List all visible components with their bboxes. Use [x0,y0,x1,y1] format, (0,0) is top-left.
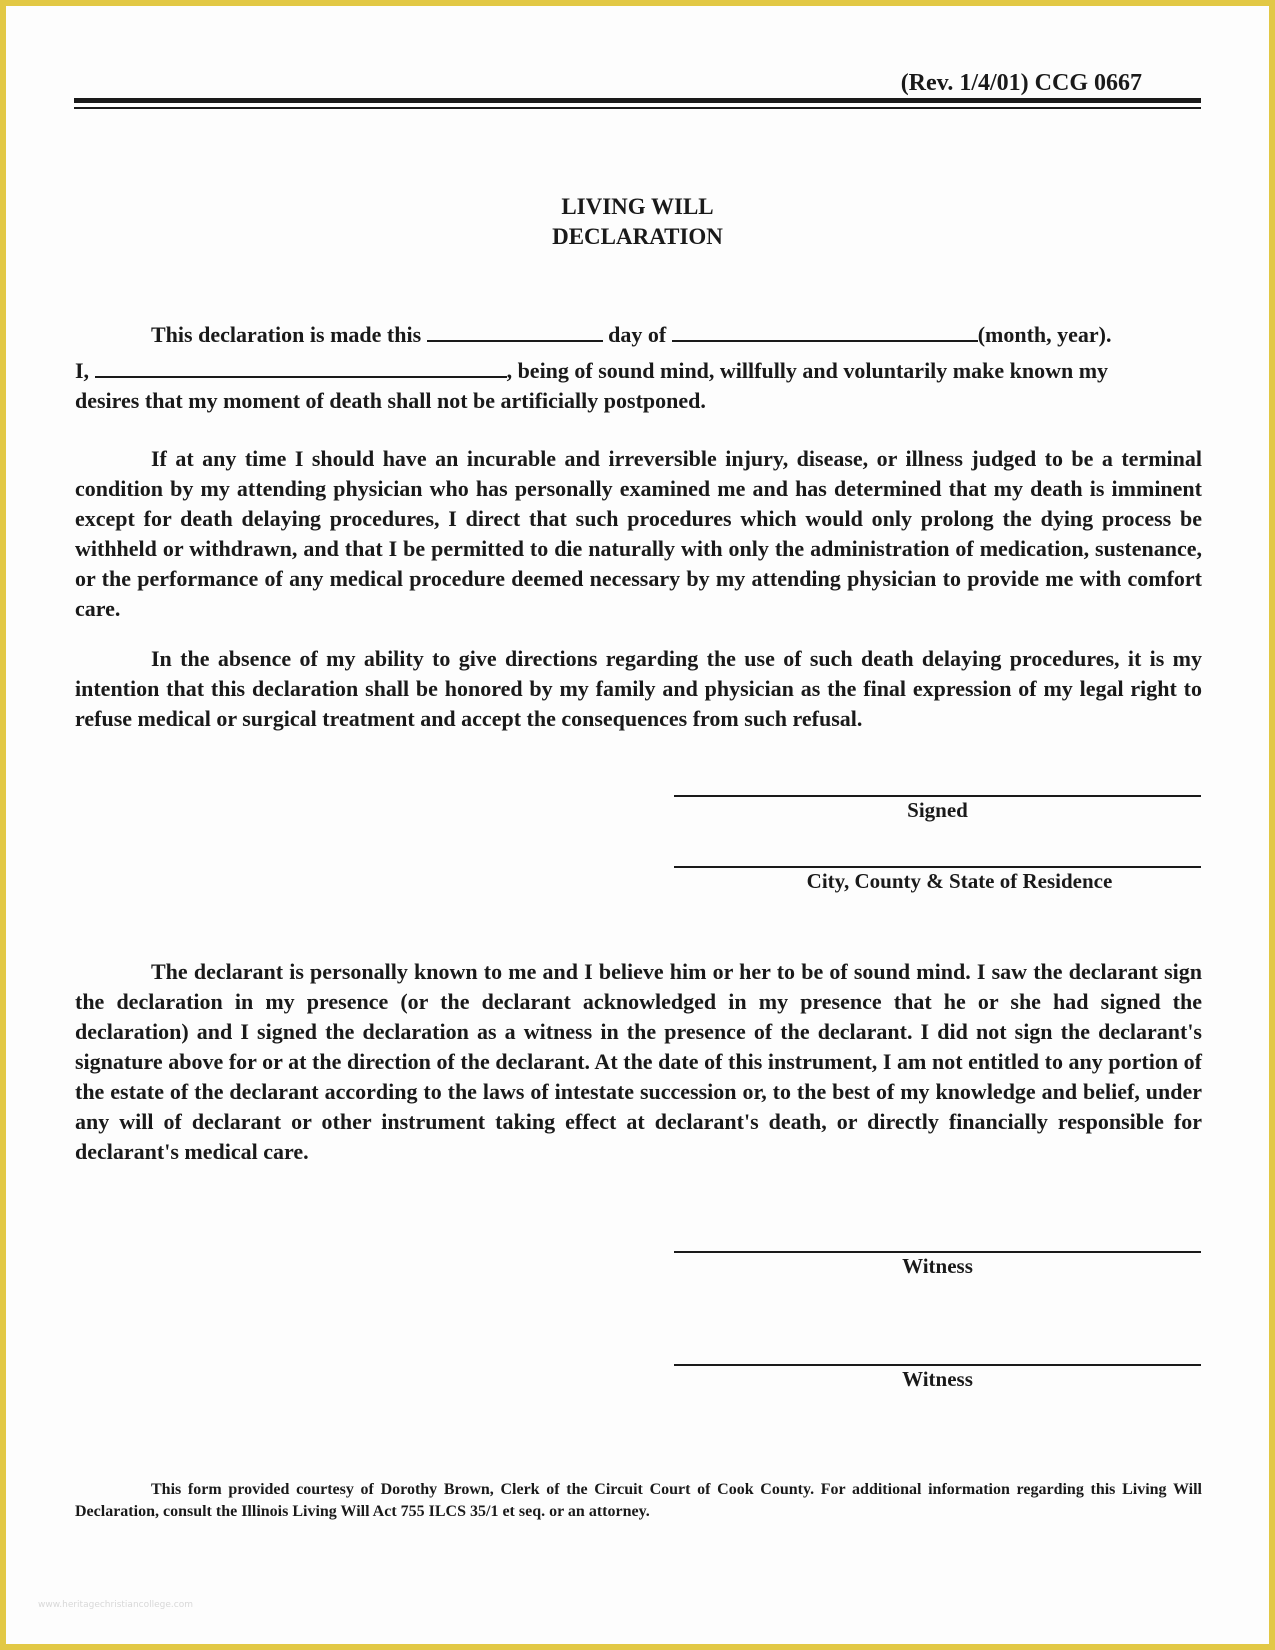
terminal-condition-paragraph: If at any time I should have an incurable and irreversible injury, disease, or illness judged to be a terminal condition by my attending physician who has personally examined me and has determined that my death is imminent except for death delaying procedures, I direct that such procedures which would only prolong the dying process be withheld or withdrawn, and that I be permitted to die naturally with only the administration of medication, sustenance, or the performance of any medical procedure deemed necessary by my attending physician to provide me with comfort care. [75,446,1202,621]
witness2-label: Witness [902,1367,973,1391]
declarant-name-blank-field[interactable] [95,356,507,378]
declarant-name-line [75,356,1202,386]
witness-statement-paragraph: The declarant is personally known to me and I believe him or her to be of sound mind. I saw the declarant sign the declaration in my presence (or the declarant acknowledged in my presence that he or she had signed the declaration) and I signed the declaration as a witness in the presence of the declarant. I did not sign the declarant's signature above for or at the direction of the declarant. At the date of this instrument, I am not entitled to any portion of the estate of the declarant according to the laws of intestate succession or, to the best of my knowledge and belief, under any will of declarant or other instrument taking effect at declarant's death, or directly financially responsible for declarant's medical care. [75,959,1202,1164]
declarant-pronoun: I, [75,358,90,383]
header-rule-thick [74,98,1201,103]
revision-number: (Rev. 1/4/01) CCG 0667 [900,70,1142,96]
watermark-text: www.heritagechristiancollege.com [38,1600,193,1610]
month-year-blank-field[interactable] [672,320,978,342]
declaration-paragraph [75,320,1202,416]
intention-paragraph: In the absence of my ability to give directions regarding the use of such death delaying procedures, it is my intention that this declaration shall be honored by my family and physician as the final expression of my legal right to refuse medical or surgical treatment and accept the consequences from such refusal. [75,646,1202,731]
document-title-line1: LIVING WILL [561,194,714,219]
footer-note: This form provided courtesy of Dorothy Brown, Clerk of the Circuit Court of Cook County. For additional information regarding this Living Will Declaration, consult the Illinois Living Will Act 755 ILCS 35/1 et seq. or an attorney. [75,1481,1202,1520]
declaration-text-intro: This declaration is made this [151,322,422,347]
day-blank-field[interactable] [427,320,603,342]
sound-mind-text: , being of sound mind, willfully and voluntarily make known my [506,358,1109,383]
header-rule-thin [74,107,1201,109]
declaration-date-line [75,320,1202,350]
signed-label: Signed [907,798,968,822]
day-of-text: day of [608,322,667,347]
witness1-label: Witness [902,1254,973,1278]
document-title-line2: DECLARATION [552,224,723,249]
desires-text: desires that my moment of death shall not be artificially postponed. [75,388,706,413]
residence-label: City, County & State of Residence [806,869,1113,893]
month-year-text: (month, year). [977,322,1112,347]
